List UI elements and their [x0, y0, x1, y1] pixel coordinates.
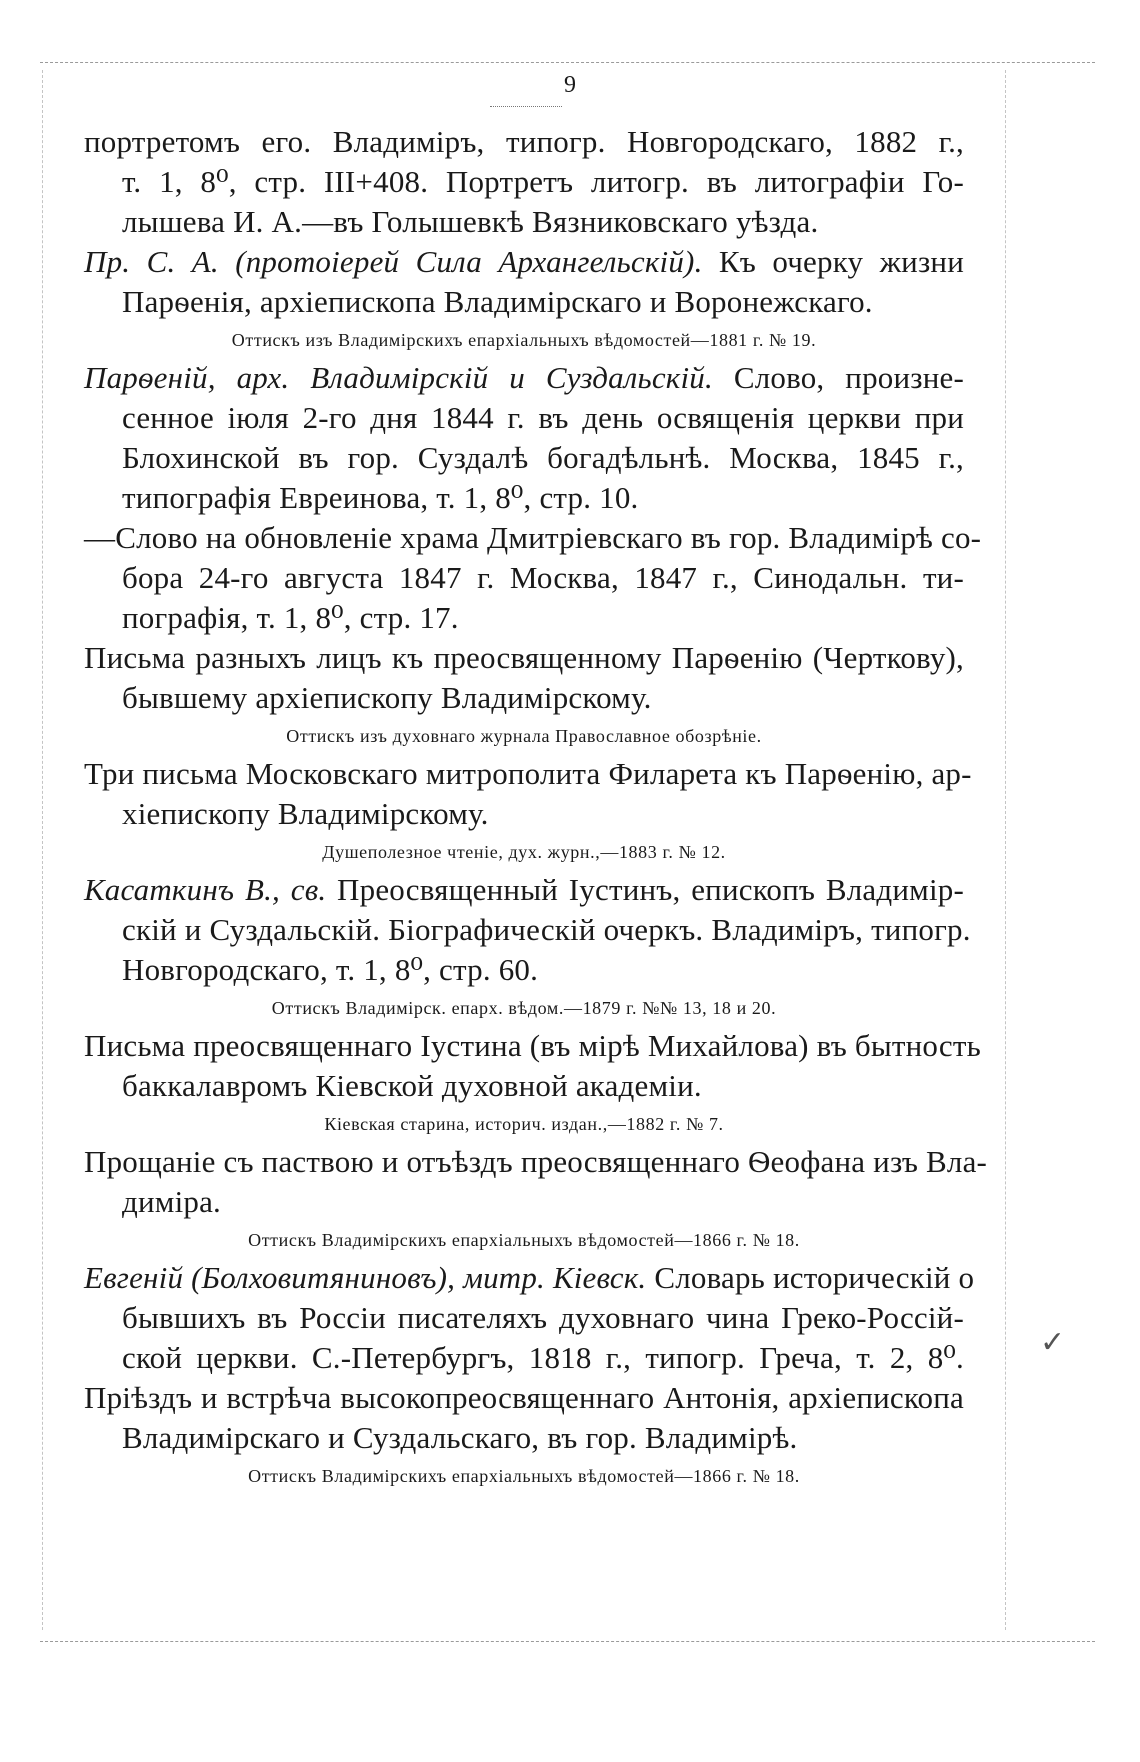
entry-first-line: Прощаніе съ паствою и отъѣздъ преосвященнаго Ѳеофана изъ Вла- — [84, 1144, 988, 1179]
entry-line: хіепископу Владимірскому. — [122, 796, 489, 831]
entry-first-line — [84, 1258, 975, 1298]
entry-line: Владимірскаго и Суздальскаго, въ гор. Владимірѣ. — [122, 1420, 798, 1455]
bibliography-entry — [84, 638, 964, 754]
bibliography-entry — [84, 1142, 988, 1258]
entry-first-line — [84, 870, 964, 910]
entry-first-line: Пріѣздъ и встрѣча высокопреосвященнаго Антонія, архіепископа — [84, 1380, 964, 1415]
entry-line: скій и Суздальскій. Біографическій очеркъ. Владиміръ, типогр. — [122, 912, 971, 947]
entry-line: сенное іюля 2-го дня 1844 г. въ день освященія церкви при — [122, 400, 964, 435]
entry-author: Пр. С. А. (протоіерей Сила Архангельскій). — [84, 244, 703, 279]
entry-title-start: Преосвященный Іустинъ, епископъ Владимір- — [326, 872, 964, 907]
entry-source: Душеполезное чтеніе, дух. журн.,—1883 г. № 12. — [322, 842, 726, 862]
entry-line: пографія, т. 1, 8⁰, стр. 17. — [122, 600, 459, 635]
bibliography-entry — [84, 1378, 964, 1494]
bibliography-entry — [84, 242, 964, 358]
page-border-left — [42, 70, 43, 1630]
entry-source: Оттискъ изъ духовнаго журнала Православное обозрѣніе. — [286, 726, 762, 746]
entry-source: Оттискъ изъ Владимірскихъ епархіальныхъ вѣдомостей—1881 г. № 19. — [231, 330, 817, 350]
bibliography-entry — [84, 870, 971, 1026]
bibliography-entry — [84, 122, 964, 242]
entry-line: лышева И. А.—въ Голышевкѣ Вязниковскаго уѣзда. — [122, 204, 819, 239]
entry-title-start: Слово, произне- — [712, 360, 964, 395]
page-number: 9 — [564, 72, 576, 98]
entry-first-line: Письма преосвященнаго Іустина (въ мірѣ Михайлова) въ бытность — [84, 1028, 981, 1063]
entry-line: баккалавромъ Кіевской духовной академіи. — [122, 1068, 702, 1103]
margin-check-mark: ✓ — [1040, 1326, 1066, 1359]
entry-author: Евгеній (Болховитяниновъ), митр. Кіевск. — [84, 1260, 647, 1295]
page-border-top — [40, 62, 1095, 63]
entry-source: Оттискъ Владимірскихъ епархіальныхъ вѣдомостей—1866 г. № 18. — [248, 1466, 800, 1486]
entry-line: типографія Евреинова, т. 1, 8⁰, стр. 10. — [122, 480, 639, 515]
entry-title-start: Къ очерку жизни — [702, 244, 964, 279]
bibliography-entry — [84, 1258, 975, 1378]
entry-source: Оттискъ Владимірск. епарх. вѣдом.—1879 г. №№ 13, 18 и 20. — [271, 998, 777, 1018]
entry-first-line: —Слово на обновленіе храма Дмитріевскаго въ гор. Владимірѣ со- — [84, 520, 982, 555]
bibliography-entry — [84, 358, 964, 518]
page-border-right — [1005, 70, 1006, 1630]
entry-line: диміра. — [122, 1184, 222, 1219]
entry-title-start: Словарь историческій о — [646, 1260, 975, 1295]
entry-author: Касаткинъ В., св. — [84, 872, 327, 907]
entry-line: Парѳенія, архіепископа Владимірскаго и Воронежскаго. — [122, 284, 873, 319]
bibliography-entry — [84, 518, 982, 638]
entry-first-line: Письма разныхъ лицъ къ преосвященному Парѳенію (Черткову), — [84, 640, 964, 675]
entry-source: Оттискъ Владимірскихъ епархіальныхъ вѣдомостей—1866 г. № 18. — [248, 1230, 800, 1250]
bibliography-text — [84, 122, 988, 1494]
entry-first-line: Три письма Московскаго митрополита Филарета къ Парѳенію, ар- — [84, 756, 972, 791]
entry-first-line — [84, 358, 964, 398]
entry-line: бора 24-го августа 1847 г. Москва, 1847 г., Синодальн. ти- — [122, 560, 964, 595]
page-border-bottom — [40, 1641, 1095, 1642]
entry-line: Новгородскаго, т. 1, 8⁰, стр. 60. — [122, 952, 539, 987]
entry-line: портретомъ его. Владиміръ, типогр. Новгородскаго, 1882 г., — [84, 124, 964, 159]
entry-line: бывшему архіепископу Владимірскому. — [122, 680, 652, 715]
bibliography-entry — [84, 1026, 981, 1142]
page-number-rule — [490, 106, 562, 107]
entry-line: Блохинской въ гор. Суздалѣ богадѣльнѣ. Москва, 1845 г., — [122, 440, 964, 475]
entry-line: ской церкви. С.-Петербургъ, 1818 г., типогр. Греча, т. 2, 8⁰. — [122, 1340, 964, 1375]
entry-line: т. 1, 8⁰, стр. III+408. Портретъ литогр. въ литографіи Го- — [122, 164, 964, 199]
entry-line: бывшихъ въ Россіи писателяхъ духовнаго чина Греко-Россій- — [122, 1300, 964, 1335]
entry-author: Парѳеній, арх. Владимірскій и Суздальскій. — [84, 360, 713, 395]
entry-source: Кіевская старина, историч. издан.,—1882 г. № 7. — [324, 1114, 724, 1134]
entry-first-line — [84, 242, 964, 282]
bibliography-entry — [84, 754, 972, 870]
